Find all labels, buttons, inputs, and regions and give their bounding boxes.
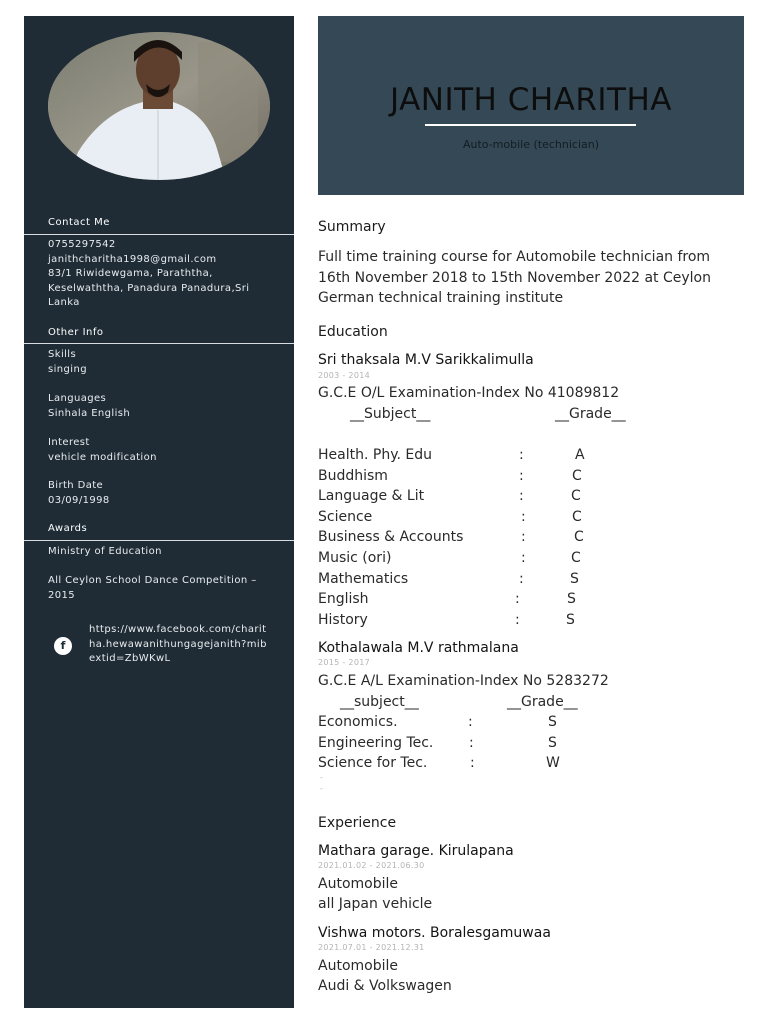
ol-result-subject: Mathematics — [318, 570, 409, 587]
email-address: janithcharitha1998@gmail.com — [48, 253, 217, 265]
ol-result-grade: A — [575, 447, 585, 463]
ol-result-subject: Health. Phy. Edu — [318, 447, 432, 463]
job-1-company: Mathara garage. Kirulapana — [318, 843, 514, 859]
languages-label: Languages — [48, 393, 107, 404]
school-1-subject-header: __Subject__ — [350, 406, 431, 422]
school-1-dates: 2003 - 2014 — [318, 371, 370, 380]
education-heading: Education — [318, 324, 388, 340]
ol-result-grade: S — [566, 611, 575, 628]
interest-label: Interest — [48, 437, 90, 448]
ol-result-row — [318, 488, 738, 508]
ol-result-row — [318, 509, 738, 529]
ol-result-separator: : — [515, 591, 520, 608]
ol-result-row — [318, 591, 738, 611]
al-result-separator: : — [468, 714, 473, 730]
school-2-exam: G.C.E A/L Examination-Index No 5283272 — [318, 673, 609, 689]
languages-value: Sinhala English — [48, 407, 131, 419]
al-result-subject: Economics. — [318, 714, 398, 730]
ol-result-subject: Language & Lit — [318, 488, 425, 505]
experience-heading: Experience — [318, 815, 397, 831]
al-result-subject: Engineering Tec. — [318, 734, 434, 751]
awards-heading: Awards — [48, 523, 88, 534]
al-result-separator: : — [470, 755, 475, 772]
job-title: Auto-mobile (technician) — [462, 138, 600, 151]
ol-result-separator: : — [521, 508, 526, 525]
job-2-line-1: Automobile — [318, 958, 398, 974]
other-info-heading: Other Info — [48, 327, 104, 338]
contact-details — [48, 238, 278, 311]
ol-result-separator: : — [515, 611, 520, 628]
ol-result-row — [318, 468, 738, 488]
ol-result-separator: : — [521, 550, 526, 566]
summary-heading: Summary — [318, 219, 386, 235]
ol-result-grade: C — [572, 467, 582, 484]
languages-block — [48, 392, 278, 421]
person-name: JANITH CHARITHA — [389, 82, 673, 118]
birth-date-value: 03/09/1998 — [48, 494, 110, 506]
ol-result-grade: C — [571, 488, 581, 505]
ol-result-subject: History — [318, 611, 368, 628]
phone-number: 0755297542 — [48, 239, 116, 250]
al-result-grade: S — [548, 734, 557, 751]
ol-result-subject: Buddhism — [318, 467, 388, 484]
contact-divider — [24, 234, 294, 235]
ol-result-row — [318, 447, 738, 467]
al-result-grade: W — [546, 755, 560, 772]
ol-result-subject: English — [318, 591, 369, 608]
trailing-mark-1: - — [320, 773, 323, 782]
interest-value: vehicle modification — [48, 451, 157, 463]
job-1-line-1: Automobile — [318, 876, 398, 892]
ol-result-grade: S — [570, 570, 579, 587]
header-banner — [318, 16, 744, 195]
school-1-exam: G.C.E O/L Examination-Index No 41089812 — [318, 385, 620, 401]
skills-label: Skills — [48, 349, 77, 360]
postal-address: 83/1 Riwidewgama, Paraththa, Keselwaththa, Panadura Panadura,Sri Lanka — [48, 268, 250, 308]
school-1-name: Sri thaksala M.V Sarikkalimulla — [318, 352, 534, 368]
facebook-icon[interactable]: f — [54, 637, 72, 655]
ol-result-separator: : — [519, 447, 524, 463]
facebook-link[interactable]: https://www.facebook.com/charitha.hewawanithungagejanith?mibextid=ZbWKwL — [89, 624, 267, 664]
other-info-divider — [24, 343, 294, 344]
summary-text: Full time training course for Automobile technician from 16th November 2018 to 15th November 2022 at Ceylon German technical training institute — [318, 249, 711, 306]
trailing-mark-2: - — [320, 784, 323, 793]
al-result-row — [318, 714, 738, 734]
ol-result-grade: S — [567, 591, 576, 608]
award-ministry: Ministry of Education — [48, 546, 162, 557]
al-result-row — [318, 755, 738, 775]
job-2-line-2: Audi & Volkswagen — [318, 978, 452, 994]
ol-result-separator: : — [521, 529, 526, 546]
ol-result-subject: Music (ori) — [318, 550, 392, 566]
ol-result-separator: : — [519, 570, 524, 587]
skills-value: singing — [48, 363, 87, 375]
job-1-line-2: all Japan vehicle — [318, 896, 433, 912]
school-2-dates: 2015 - 2017 — [318, 658, 370, 667]
ol-result-separator: : — [519, 467, 524, 484]
job-1-dates: 2021.01.02 - 2021.06.30 — [318, 861, 425, 870]
ol-result-grade: C — [574, 529, 584, 546]
al-result-subject: Science for Tec. — [318, 755, 428, 772]
sidebar — [24, 16, 294, 1008]
profile-photo — [48, 32, 270, 180]
award-dance-competition: All Ceylon School Dance Competition – 2015 — [48, 575, 257, 601]
ol-result-separator: : — [519, 488, 524, 505]
contact-heading: Contact Me — [48, 217, 110, 228]
al-result-separator: : — [469, 734, 474, 751]
ol-result-row — [318, 550, 738, 570]
ol-result-subject: Business & Accounts — [318, 529, 464, 546]
ol-result-row — [318, 612, 738, 632]
ol-result-row — [318, 571, 738, 591]
ol-result-row — [318, 529, 738, 549]
school-1-grade-header: __Grade__ — [555, 406, 626, 422]
ol-result-grade: C — [572, 508, 582, 525]
birth-date-block — [48, 479, 278, 508]
ol-result-grade: C — [571, 550, 581, 566]
ol-result-subject: Science — [318, 508, 373, 525]
job-2-dates: 2021.07.01 - 2021.12.31 — [318, 943, 425, 952]
job-2-company: Vishwa motors. Boralesgamuwaa — [318, 925, 551, 941]
skills-block — [48, 348, 278, 377]
school-2-grade-header: __Grade__ — [507, 694, 578, 710]
al-result-row — [318, 735, 738, 755]
al-result-grade: S — [548, 714, 557, 730]
interest-block — [48, 436, 278, 465]
awards-divider — [24, 540, 294, 541]
name-underline — [425, 124, 636, 126]
school-2-name: Kothalawala M.V rathmalana — [318, 640, 519, 656]
birth-date-label: Birth Date — [48, 480, 104, 491]
school-2-subject-header: __subject__ — [340, 694, 419, 710]
